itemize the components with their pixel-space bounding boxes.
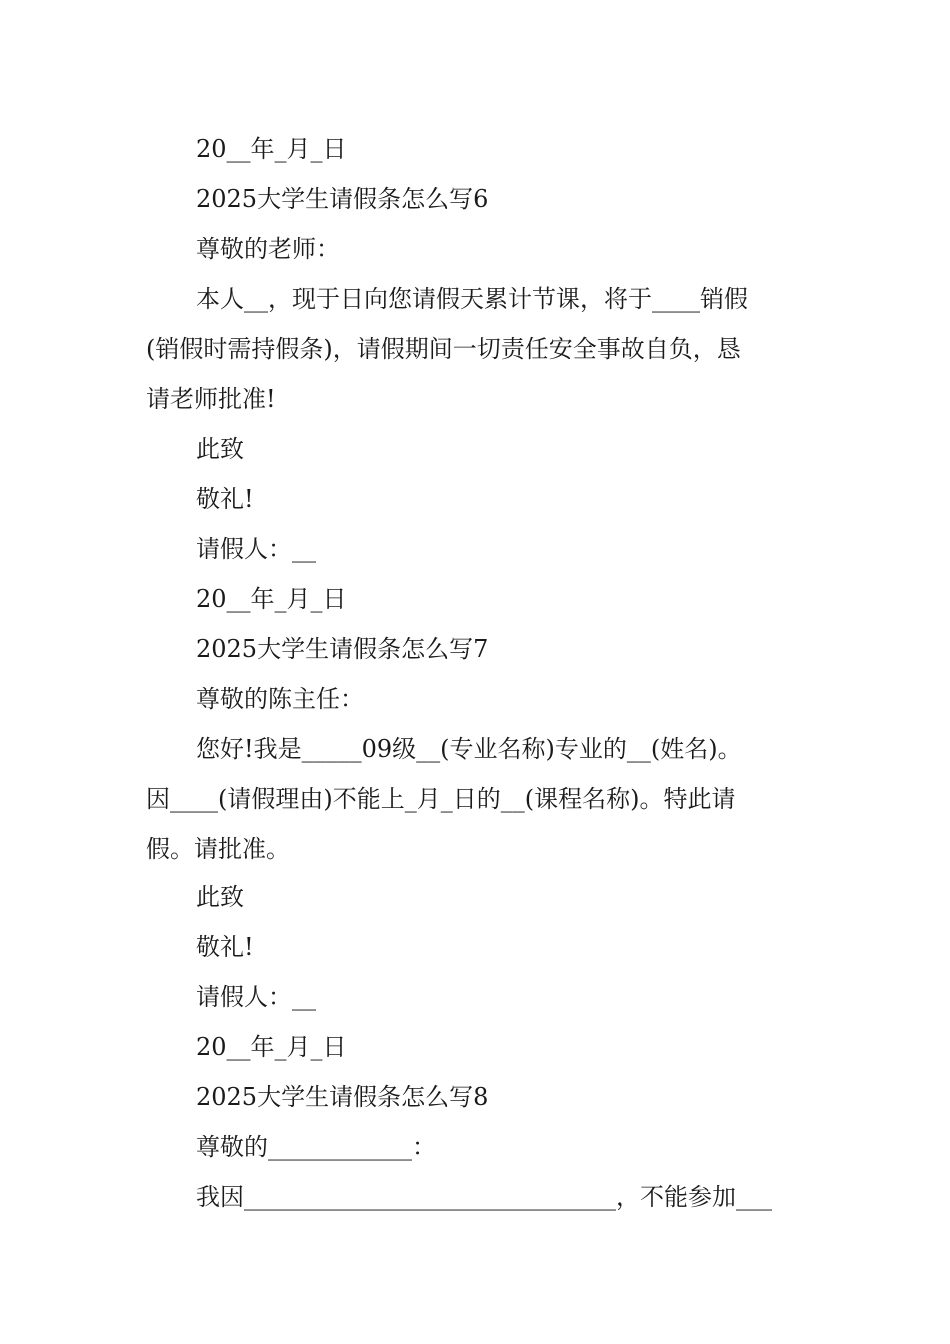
body-paragraph-line: 假。请批准。 [146, 835, 290, 863]
closing-line: 此致 [196, 435, 244, 463]
body-paragraph-line: 本人__，现于日向您请假天累计节课，将于____销假 [196, 285, 748, 313]
signature-line: 请假人：__ [196, 535, 316, 563]
salutation: 尊敬的____________： [196, 1133, 436, 1161]
salutation: 尊敬的老师： [196, 235, 340, 263]
signature-line: 请假人：__ [196, 983, 316, 1011]
body-paragraph-line: 请老师批准! [146, 385, 276, 413]
body-paragraph-line: 我因_______________________________，不能参加___ [196, 1183, 772, 1211]
date-line: 20__年_月_日 [196, 135, 347, 163]
closing-line: 敬礼! [196, 933, 254, 961]
date-line: 20__年_月_日 [196, 1033, 347, 1061]
closing-line: 敬礼! [196, 485, 254, 513]
body-paragraph-line: (销假时需持假条)，请假期间一切责任安全事故自负，恳 [146, 335, 741, 363]
salutation: 尊敬的陈主任： [196, 685, 364, 713]
section-heading: 2025大学生请假条怎么写8 [196, 1083, 489, 1111]
date-line: 20__年_月_日 [196, 585, 347, 613]
body-paragraph-line: 您好!我是_____09级__(专业名称)专业的__(姓名)。 [196, 735, 742, 763]
body-paragraph-line: 因____(请假理由)不能上_月_日的__(课程名称)。特此请 [146, 785, 736, 813]
closing-line: 此致 [196, 883, 244, 911]
section-heading: 2025大学生请假条怎么写7 [196, 635, 489, 663]
section-heading: 2025大学生请假条怎么写6 [196, 185, 489, 213]
